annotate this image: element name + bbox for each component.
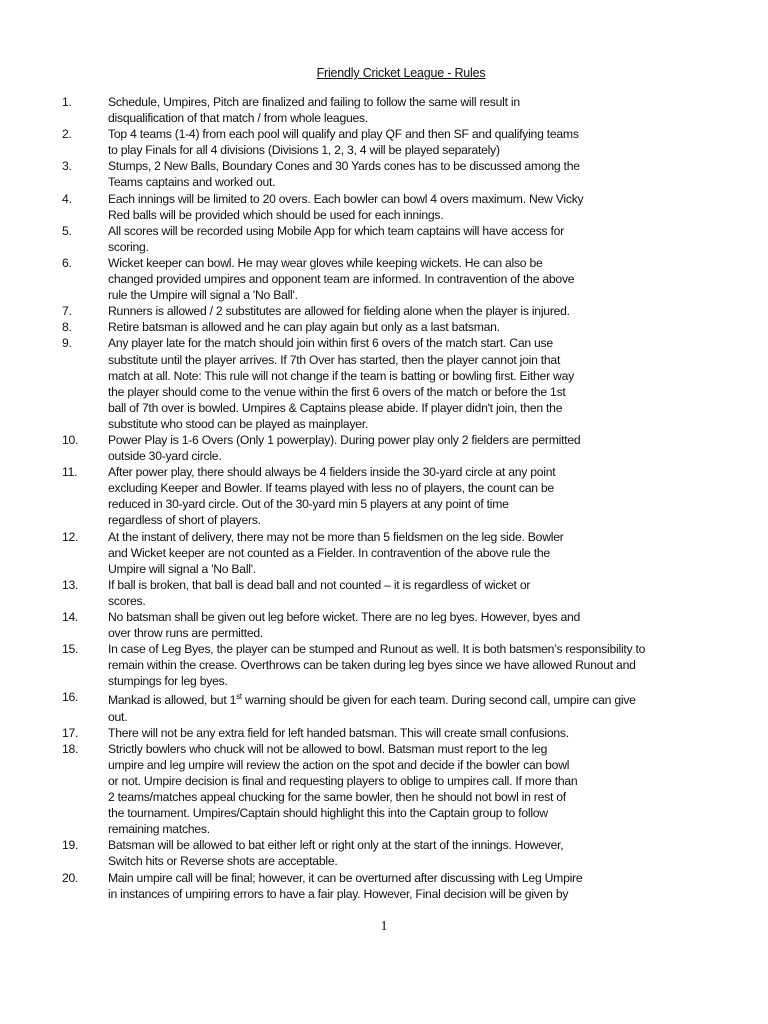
rule-item bbox=[0, 464, 768, 528]
rule-number: 18. bbox=[62, 741, 79, 756]
rule-text: Main umpire call will be final; however, it can be overturned after discussing with Leg Umpire in instances of umpiring errors to have a fair play. However, Final decision will be given by bbox=[108, 870, 583, 901]
rule-text: Any player late for the match should join within first 6 overs of the match start. Can use substitute until the player arrives. If 7th Over has started, then the player cannot join that match at all. Note: This rule will not change if the team is batting or bowling first. Either way the player should come to the venue within the first 6 overs of the match or before the 1st ball of 7th over is bowled. Umpires & Captains please abide. If player didn't join, then the substitute who stood can be played as mainplayer. bbox=[108, 336, 574, 431]
rule-number: 13. bbox=[62, 577, 79, 592]
rules-list bbox=[0, 94, 768, 902]
rule-number: 8. bbox=[62, 320, 72, 335]
rule-item bbox=[0, 529, 768, 577]
rule-text: After power play, there should always be 4 fielders inside the 30-yard circle at any point excluding Keeper and Bowler. If teams played with less no of players, the count can be reduced in 30-yard circle. Out of the 30-yard min 5 players at any point of time regardless of short of players. bbox=[108, 465, 556, 528]
rule-text: Top 4 teams (1-4) from each pool will qualify and play QF and then SF and qualifying teams to play Finals for all 4 divisions (Divisions 1, 2, 3, 4 will be played separately) bbox=[108, 127, 579, 158]
rule-item bbox=[0, 689, 768, 724]
rule-text: Each innings will be limited to 20 overs. Each bowler can bowl 4 overs maximum. New Vicky Red balls will be provided which should be used for each innings. bbox=[108, 191, 584, 222]
rule-text: Runners is allowed / 2 substitutes are allowed for fielding alone when the player is injured. bbox=[108, 304, 570, 319]
rule-item bbox=[0, 741, 768, 838]
rule-item bbox=[0, 255, 768, 303]
rule-number: 20. bbox=[62, 870, 79, 885]
rule-number: 2. bbox=[62, 127, 72, 142]
rule-item bbox=[0, 641, 768, 689]
rule-number: 15. bbox=[62, 642, 79, 657]
page-number: 1 bbox=[380, 919, 388, 934]
rule-item bbox=[0, 432, 768, 464]
rule-item bbox=[0, 126, 768, 158]
rule-number: 12. bbox=[62, 529, 79, 544]
rule-number: 4. bbox=[62, 191, 72, 206]
page-title: Friendly Cricket League - Rules bbox=[316, 66, 486, 80]
rule-text: There will not be any extra field for left handed batsman. This will create small confusions. bbox=[108, 725, 569, 740]
rule-number: 9. bbox=[62, 336, 72, 351]
rule-text: Batsman will be allowed to bat either left or right only at the start of the innings. However, Switch hits or Reverse shots are acceptable. bbox=[108, 838, 564, 869]
rule-number: 10. bbox=[62, 432, 79, 447]
rule-number: 7. bbox=[62, 304, 72, 319]
rule-number: 5. bbox=[62, 223, 72, 238]
rule-item bbox=[0, 577, 768, 609]
rule-number: 16. bbox=[62, 690, 79, 705]
rule-item bbox=[0, 303, 768, 319]
rule-number: 6. bbox=[62, 255, 72, 270]
rule-text: Mankad is allowed, but 1st warning should be given for each team. During second call, umpire can give out. bbox=[108, 692, 636, 724]
rule-item bbox=[0, 837, 768, 869]
rule-item bbox=[0, 158, 768, 190]
rule-text: All scores will be recorded using Mobile App for which team captains will have access for scoring. bbox=[108, 223, 564, 254]
rule-item bbox=[0, 335, 768, 432]
rule-item bbox=[0, 609, 768, 641]
rule-number: 1. bbox=[62, 95, 72, 109]
rule-text: Stumps, 2 New Balls, Boundary Cones and 30 Yards cones has to be discussed among the Teams captains and worked out. bbox=[108, 159, 580, 190]
rule-number: 17. bbox=[62, 725, 79, 740]
rule-text: If ball is broken, that ball is dead ball and not counted – it is regardless of wicket or scores. bbox=[108, 577, 531, 608]
rule-number: 19. bbox=[62, 838, 79, 853]
rule-item bbox=[0, 223, 768, 255]
rule-item bbox=[0, 94, 768, 126]
rule-text: Wicket keeper can bowl. He may wear gloves while keeping wickets. He can also be changed provided umpires and opponent team are informed. In contravention of the above rule the Umpire will signal a 'No Ball'. bbox=[108, 255, 575, 303]
rule-text: No batsman shall be given out leg before wicket. There are no leg byes. However, byes and over throw runs are permitted. bbox=[108, 610, 581, 641]
rule-number: 14. bbox=[62, 610, 79, 624]
rule-text: Retire batsman is allowed and he can play again but only as a last batsman. bbox=[108, 320, 500, 335]
rule-text: Schedule, Umpires, Pitch are finalized and failing to follow the same will result in disqualification of that match / from whole leagues. bbox=[108, 95, 520, 126]
rule-text: At the instant of delivery, there may not be more than 5 fieldsmen on the leg side. Bowler and Wicket keeper are not counted as a Fielder. In contravention of the above rule the Umpire will signal a 'No Ball'. bbox=[108, 529, 564, 576]
rule-item bbox=[0, 725, 768, 741]
rule-number: 3. bbox=[62, 159, 72, 174]
rule-item bbox=[0, 870, 768, 902]
rule-text: Power Play is 1-6 Overs (Only 1 powerplay). During power play only 2 fielders are permitted outside 30-yard circle. bbox=[108, 432, 581, 464]
rule-number: 11. bbox=[62, 465, 78, 480]
rule-item bbox=[0, 191, 768, 223]
rule-text: Strictly bowlers who chuck will not be allowed to bowl. Batsman must report to the leg umpire and leg umpire will review the action on the spot and decide if the bowler can bowl or not. Umpire decision is final and requesting players to oblige to umpires call. If more than 2 teams/matches appeal chucking for the same bowler, then he should not bowl in rest of the tournament. Umpires/Captain should highlight this into the Captain group to follow remaining matches. bbox=[108, 741, 578, 837]
rule-text: In case of Leg Byes, the player can be stumped and Runout as well. It is both batsmen’s responsibility to remain within the crease. Overthrows can be taken during leg byes since we have allowed Runout and stumpings for leg byes. bbox=[108, 642, 646, 689]
rule-item bbox=[0, 319, 768, 335]
